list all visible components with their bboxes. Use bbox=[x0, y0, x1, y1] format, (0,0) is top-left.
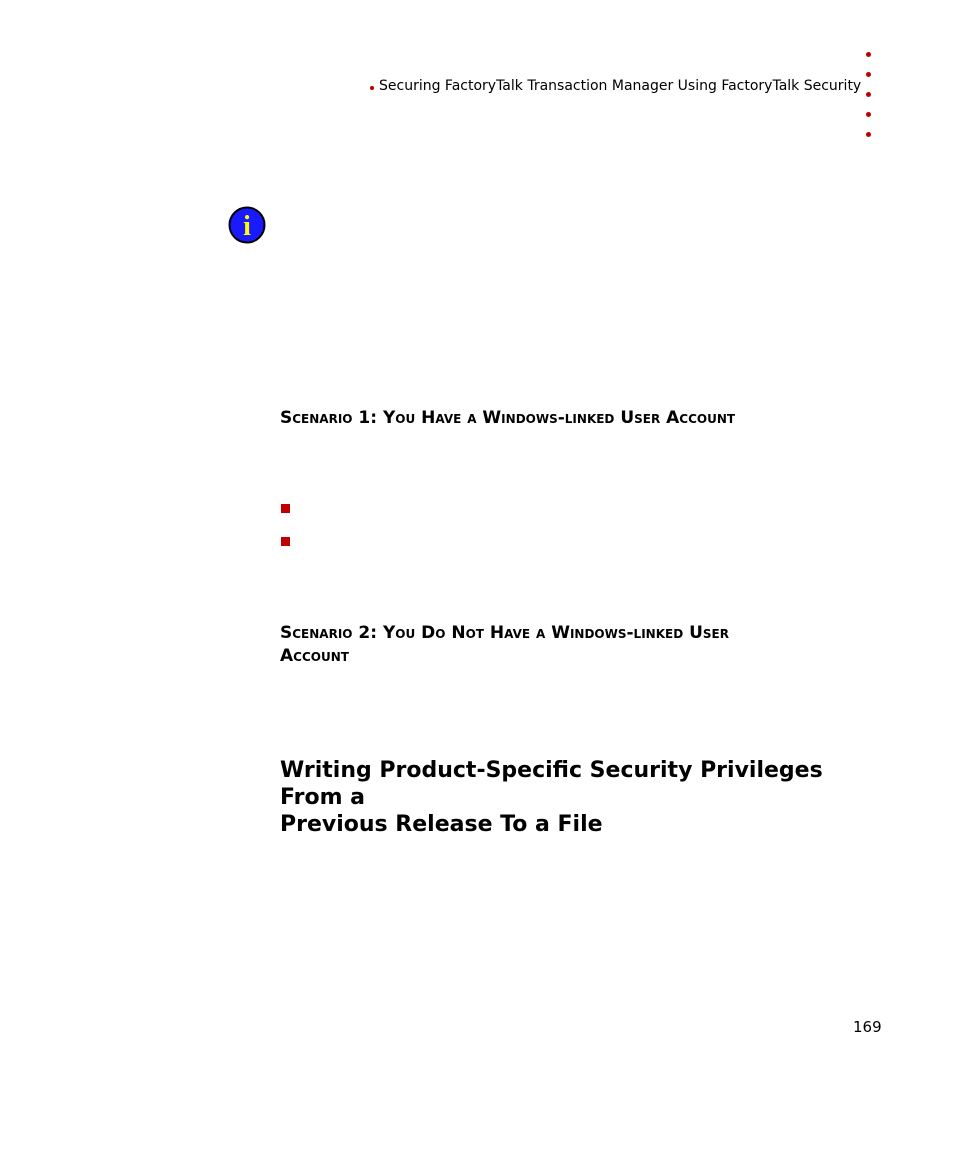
scenario-2-heading bbox=[280, 622, 840, 668]
section-title bbox=[280, 757, 880, 838]
info-icon bbox=[228, 206, 266, 244]
page-number: 169 bbox=[853, 1018, 882, 1036]
section-title-line-2: Previous Release To a File bbox=[280, 812, 603, 837]
margin-dot-icon bbox=[866, 112, 871, 117]
margin-dot-icon bbox=[866, 52, 871, 57]
margin-dot-icon bbox=[866, 72, 871, 77]
scenario-2-heading-line-2: Account bbox=[280, 646, 349, 666]
section-title-line-1: Writing Product-Specific Security Privileges From a bbox=[280, 758, 823, 810]
scenario-2-heading-line-1: Scenario 2: You Do Not Have a Windows-linked User bbox=[280, 623, 729, 643]
margin-dot-icon bbox=[866, 92, 871, 97]
header-bullet-icon bbox=[370, 86, 374, 90]
bullet-icon bbox=[281, 537, 290, 546]
info-glyph: i bbox=[243, 211, 251, 242]
running-header bbox=[370, 78, 861, 94]
scenario-1-heading: Scenario 1: You Have a Windows-linked User Account bbox=[280, 408, 736, 428]
margin-dot-icon bbox=[866, 132, 871, 137]
running-title: Securing FactoryTalk Transaction Manager Using FactoryTalk Security bbox=[379, 78, 862, 94]
bullet-icon bbox=[281, 504, 290, 513]
